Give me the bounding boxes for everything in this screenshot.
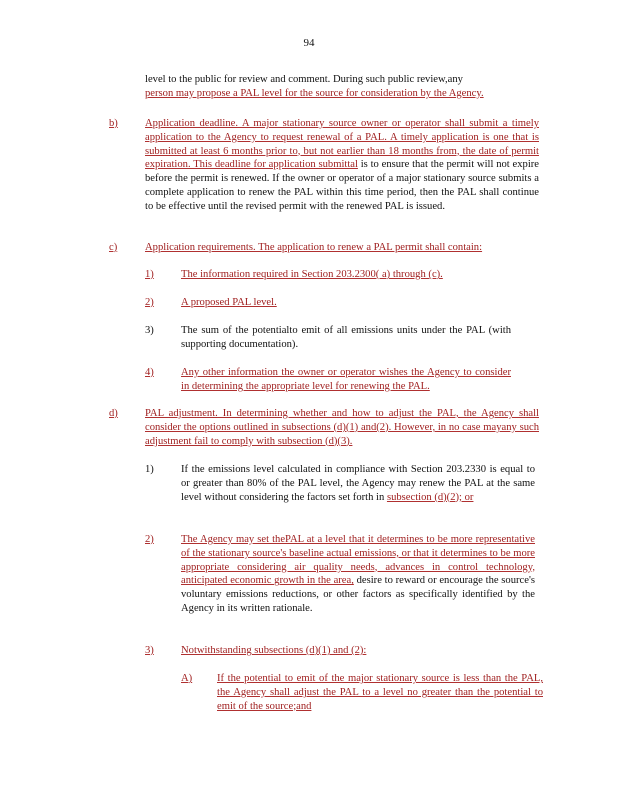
page-number: 94	[303, 37, 315, 49]
section-b-paragraph	[145, 117, 539, 214]
section-c3-marker: 3)	[145, 325, 154, 336]
section-d3-text: Notwithstanding subsections (d)(1) and (2):	[181, 645, 367, 656]
section-d1-underlined-text: subsection (d)(2); or	[386, 491, 474, 503]
section-d-paragraph: PAL adjustment. In determining whether and how to adjust the PAL, the Agency shall consider the options outlined in subsections (d)(1) and(2). However, in no case mayany such adjustment fail to comply with subsection (d)(3).	[145, 408, 539, 447]
section-c-marker: c)	[109, 242, 118, 253]
section-c4-text: Any other information the owner or operator wishes the Agency to consider in determining the appropriate level for renewing the PAL.	[181, 367, 511, 392]
section-b-underlined-text: Application deadline. A major stationary source owner or operator shall submit a timely application to the Agency to request renewal of a PAL. A timely application is one that is submitted at least 6 months prior to, but not earlier than 18 months from, the date of permit expiration. This deadline for application submittal	[145, 118, 539, 171]
section-c-heading: Application requirements. The application to renew a PAL permit shall contain:	[145, 242, 483, 253]
section-c3-text: The sum of the potentialto emit of all emissions units under the PAL (with supporting documentation).	[181, 325, 511, 350]
section-d1-marker: 1)	[145, 464, 154, 475]
section-d-marker: d)	[109, 408, 118, 419]
section-d3a-marker: A)	[181, 673, 193, 684]
section-c1-marker: 1)	[145, 269, 154, 280]
intro-line-1: level to the public for review and comment. During such public review,any	[145, 74, 463, 85]
section-d3-marker: 3)	[145, 645, 154, 656]
section-d2-underlined-text: The Agency may set thePAL at a level that it determines to be more representative of the stationary source's baseline actual emissions, or that it determines to be more appropriate considering air quality needs, advances in control technology, anticipated economic growth in the area,	[181, 534, 535, 587]
section-d3a-text: If the potential to emit of the major stationary source is less than the PAL, the Agency shall adjust the PAL to a level no greater than the potential to emit of the source;and	[217, 673, 543, 712]
intro-line-2: person may propose a PAL level for the source for consideration by the Agency.	[145, 87, 484, 99]
section-c4-marker: 4)	[145, 367, 154, 378]
intro-paragraph	[145, 73, 535, 101]
section-c1-text: The information required in Section 203.2300( a) through (c).	[181, 269, 443, 280]
section-d2-text	[181, 533, 535, 616]
section-b-marker: b)	[109, 118, 118, 129]
section-c2-marker: 2)	[145, 297, 154, 308]
section-b-plain-text: is to ensure that the permit will not expire before the permit is renewed. If the owner or operator of a major stationary source submits a complete application to renew the PAL within this time period, then the PAL shall continue to be effective until the revised permit with the renewed PAL is issued.	[145, 159, 539, 212]
section-d1-text	[181, 463, 535, 504]
section-d2-plain-text: desire to reward or encourage the source's voluntary emissions reductions, or other factors as specifically identified by the Agency in its written rationale.	[181, 575, 535, 614]
section-c2-text: A proposed PAL level.	[181, 297, 277, 308]
section-d1-plain-text: If the emissions level calculated in compliance with Section 203.2330 is equal to or greater than 80% of the PAL level, the Agency may renew the PAL at the same level without considering the factors set forth in	[181, 464, 535, 503]
section-d2-marker: 2)	[145, 534, 154, 545]
